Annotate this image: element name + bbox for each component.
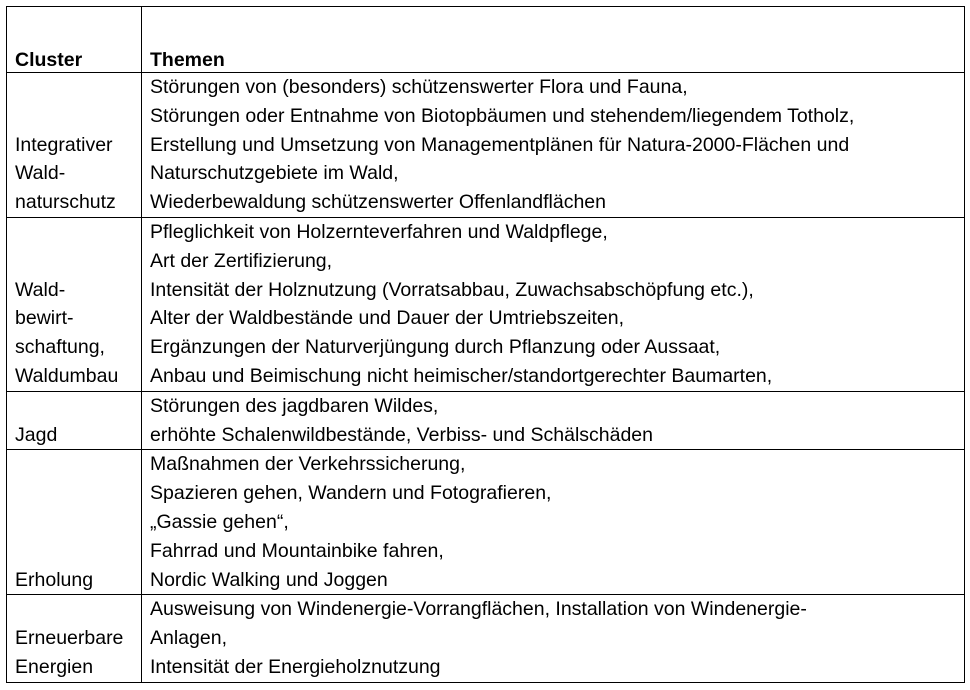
- cluster-line: Erneuerbare: [15, 627, 124, 650]
- themen-line: Ergänzungen der Naturverjüngung durch Pflanzung oder Aussaat,: [150, 336, 721, 359]
- themen-cell: [142, 217, 965, 391]
- cluster-cell: [7, 450, 142, 595]
- cluster-themen-table-container: [6, 6, 964, 683]
- themen-line: Spazieren gehen, Wandern und Fotografieren,: [150, 482, 552, 505]
- themen-line: Erstellung und Umsetzung von Managementplänen für Natura-2000-Flächen und: [150, 133, 850, 156]
- cluster-line: Integrativer: [15, 133, 113, 156]
- cluster-themen-table: [6, 6, 965, 683]
- cluster-line: Waldumbau: [15, 364, 119, 387]
- cluster-line: naturschutz: [15, 191, 116, 214]
- themen-cell: [142, 73, 965, 218]
- themen-line: Wiederbewaldung schützenswerter Offenlandflächen: [150, 191, 606, 214]
- themen-line: Maßnahmen der Verkehrssicherung,: [150, 453, 466, 476]
- themen-line: Störungen oder Entnahme von Biotopbäumen und stehendem/liegendem Totholz,: [150, 104, 855, 127]
- themen-line: Nordic Walking und Joggen: [150, 568, 388, 591]
- table-row-erneuerbare-energien: [7, 595, 965, 682]
- header-row: [7, 7, 965, 73]
- cluster-line: schaftung,: [15, 336, 105, 359]
- themen-line: Art der Zertifizierung,: [150, 249, 333, 272]
- themen-line: Anbau und Beimischung nicht heimischer/standortgerechter Baumarten,: [150, 364, 773, 387]
- cluster-line: Jagd: [15, 423, 58, 446]
- themen-line: Ausweisung von Windenergie-Vorrangflächen, Installation von Windenergie-: [150, 598, 807, 621]
- themen-line: Störungen von (besonders) schützenswerter Flora und Fauna,: [150, 76, 688, 98]
- cluster-line: Wald-: [15, 278, 66, 301]
- themen-line: Naturschutzgebiete im Wald,: [150, 162, 399, 185]
- themen-line: Alter der Waldbestände und Dauer der Umtriebszeiten,: [150, 307, 625, 330]
- cluster-cell: [7, 73, 142, 218]
- themen-line: Fahrrad und Mountainbike fahren,: [150, 539, 444, 562]
- table-row-erholung: [7, 450, 965, 595]
- themen-line: Störungen des jagdbaren Wildes,: [150, 394, 439, 417]
- themen-line: erhöhte Schalenwildbestände, Verbiss- und Schälschäden: [150, 423, 654, 446]
- themen-line: Anlagen,: [150, 627, 227, 650]
- table-row-jagd: [7, 391, 965, 450]
- header-cluster: Cluster: [7, 7, 142, 73]
- themen-cell: [142, 391, 965, 450]
- cluster-line: Erholung: [15, 568, 94, 591]
- table-row-integrativer-waldnaturschutz: [7, 73, 965, 218]
- table-row-waldbewirtschaftung: [7, 217, 965, 391]
- cluster-line: Wald-: [15, 162, 66, 185]
- themen-cell: [142, 450, 965, 595]
- themen-cell: [142, 595, 965, 682]
- themen-line: Pfleglichkeit von Holzernteverfahren und Waldpflege,: [150, 220, 608, 243]
- cluster-cell: [7, 595, 142, 682]
- themen-line: „Gassie gehen“,: [150, 510, 289, 533]
- themen-line: Intensität der Energieholznutzung: [150, 655, 441, 678]
- themen-line: Intensität der Holznutzung (Vorratsabbau, Zuwachsabschöpfung etc.),: [150, 278, 754, 301]
- cluster-cell: [7, 217, 142, 391]
- cluster-cell: [7, 391, 142, 450]
- cluster-line: Energien: [15, 655, 94, 678]
- header-themen: Themen: [142, 7, 965, 73]
- cluster-line: bewirt-: [15, 307, 74, 330]
